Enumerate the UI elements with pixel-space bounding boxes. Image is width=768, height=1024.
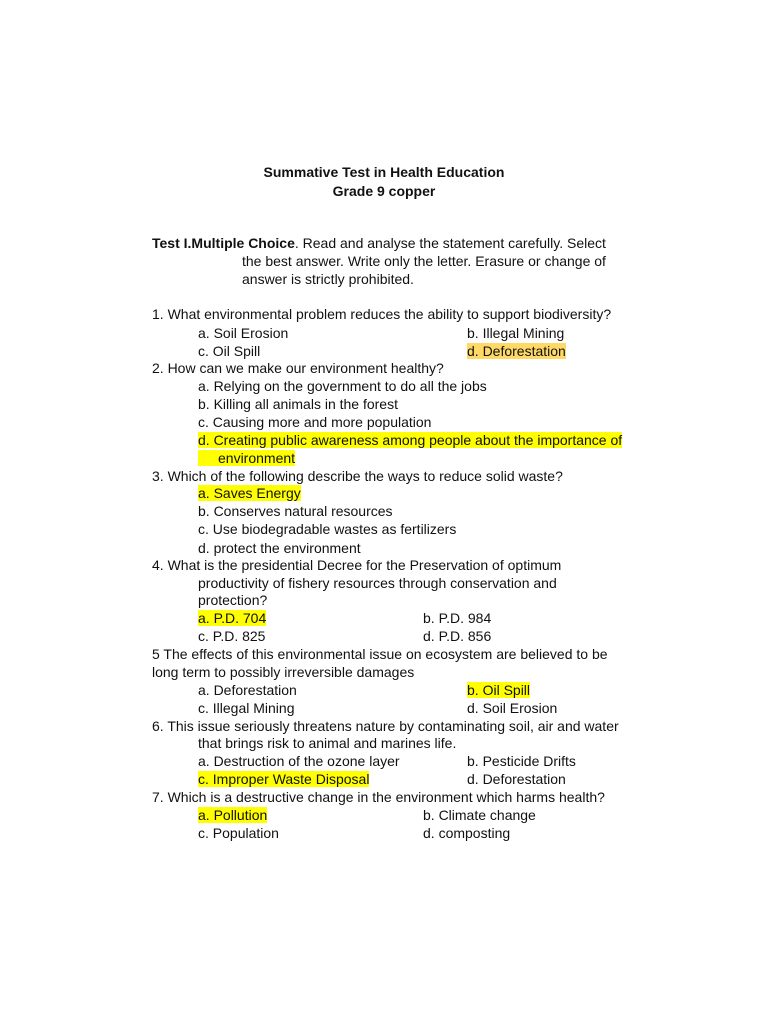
option-5b: b. Oil Spill (467, 682, 531, 698)
test-label: Test I. (152, 235, 192, 251)
option-3a: a. Saves Energy (198, 485, 301, 501)
instructions-line-2: the best answer. Write only the letter. Erasure or change of (242, 253, 606, 269)
option-6b: b. Pesticide Drifts (467, 753, 576, 769)
option-1b: b. Illegal Mining (467, 325, 565, 341)
question-5-line-2: long term to possibly irreversible damages (152, 664, 415, 680)
option-3d: d. protect the environment (198, 540, 361, 556)
option-4a: a. P.D. 704 (198, 610, 267, 626)
option-3c: c. Use biodegradable wastes as fertilizers (198, 521, 457, 537)
question-4-line-3: protection? (198, 592, 268, 608)
option-6d: d. Deforestation (467, 771, 566, 787)
option-5c: c. Illegal Mining (198, 700, 295, 716)
option-6c-wrap (198, 770, 369, 788)
option-6c: c. Improper Waste Disposal (198, 771, 370, 787)
question-2: 2. How can we make our environment healthy? (152, 360, 444, 376)
option-5d: d. Soil Erosion (467, 700, 558, 716)
option-7a-wrap (198, 806, 267, 824)
option-7c: c. Population (198, 825, 279, 841)
test-type: Multiple Choice (191, 235, 295, 251)
option-1a: a. Soil Erosion (198, 325, 289, 341)
option-4a-wrap (198, 609, 266, 627)
question-1: 1. What environmental problem reduces the ability to support biodiversity? (152, 306, 612, 322)
option-2b: b. Killing all animals in the forest (198, 396, 398, 412)
option-4d: d. P.D. 856 (423, 628, 492, 644)
question-4-line-2: productivity of fishery resources through conservation and (198, 575, 557, 591)
instructions-text-1: . Read and analyse the statement carefully. Select (294, 235, 606, 251)
instructions-line-3: answer is strictly prohibited. (242, 271, 414, 287)
option-2c: c. Causing more and more population (198, 414, 432, 430)
question-3: 3. Which of the following describe the ways to reduce solid waste? (152, 468, 563, 484)
question-4-line-1: 4. What is the presidential Decree for the Preservation of optimum (152, 557, 562, 573)
question-6-line-1: 6. This issue seriously threatens nature by contaminating soil, air and water (152, 718, 619, 734)
option-1d-wrap (467, 342, 566, 360)
document-title: Summative Test in Health Education (263, 164, 505, 180)
option-6a: a. Destruction of the ozone layer (198, 753, 400, 769)
option-2d-cont: environment (198, 450, 295, 466)
option-2d-cont-wrap (198, 449, 295, 467)
question-6-line-2: that brings risk to animal and marines life. (198, 735, 457, 751)
option-5a: a. Deforestation (198, 682, 297, 698)
question-5-line-1: 5 The effects of this environmental issue on ecosystem are believed to be (152, 646, 608, 662)
option-1c: c. Oil Spill (198, 343, 261, 359)
question-7: 7. Which is a destructive change in the environment which harms health? (152, 789, 605, 805)
instructions-line-1 (152, 234, 606, 252)
option-5b-wrap (467, 681, 530, 699)
option-4b: b. P.D. 984 (423, 610, 492, 626)
option-1d: d. Deforestation (467, 343, 566, 359)
option-7d: d. composting (423, 825, 511, 841)
option-7a: a. Pollution (198, 807, 268, 823)
option-4c: c. P.D. 825 (198, 628, 266, 644)
option-2a: a. Relying on the government to do all the jobs (198, 378, 487, 394)
option-7b: b. Climate change (423, 807, 536, 823)
option-2d: d. Creating public awareness among people about the importance of (198, 432, 623, 448)
option-2d-wrap (198, 431, 622, 449)
option-3b: b. Conserves natural resources (198, 503, 393, 519)
document-subtitle: Grade 9 copper (332, 183, 436, 199)
option-3a-wrap (198, 484, 301, 502)
